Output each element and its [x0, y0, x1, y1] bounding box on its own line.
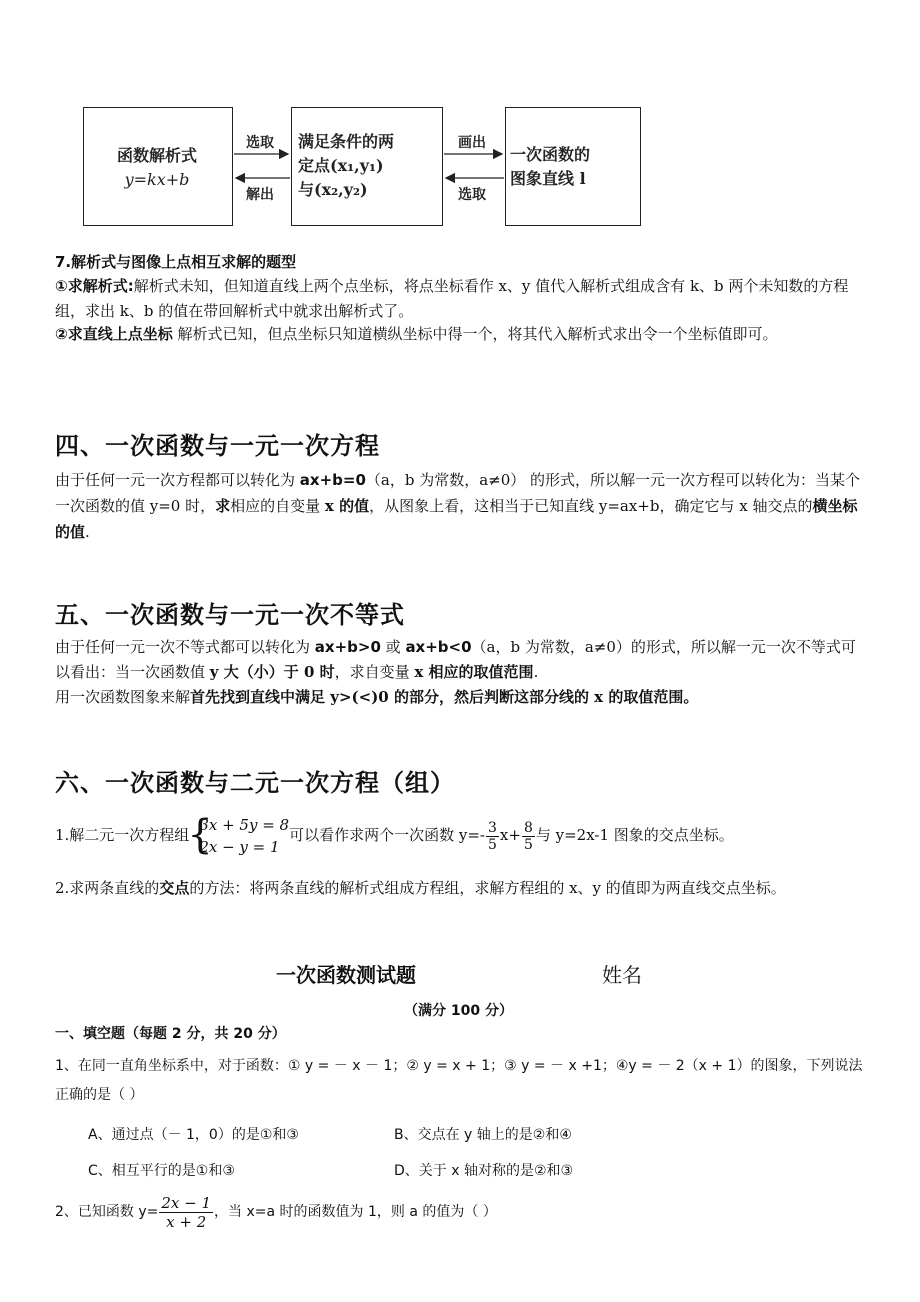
box3-line1: 一次函数的	[510, 145, 591, 164]
q1-option-a[interactable]: A、通过点（－ 1，0）的是①和③	[88, 1127, 299, 1143]
sec7-para1	[55, 274, 867, 324]
sec4-t1: 由于任何一元一次方程都可以转化为	[55, 471, 300, 489]
brace-icon: {	[187, 812, 213, 858]
arrow-label-select-1: 选取	[246, 135, 274, 151]
f1-num: 3	[487, 819, 497, 836]
sec5-t2: 或	[380, 638, 406, 656]
sec5-para	[55, 635, 867, 710]
q2-den: x + 2	[166, 1212, 207, 1231]
q1-option-d[interactable]: D、关于 x 轴对称的是②和③	[394, 1163, 574, 1179]
sec7-p1-text: 解析式未知，但知道直线上两个点坐标，将点坐标看作 x、y 值代入解析式组成含有 k、b 两个未知数的方程组，求出 k、b 的值在带回解析式中就求出解析式了。	[55, 277, 849, 320]
sec4-t2: （a，b 为常数，a≠0） 的形式，所以解一元一次方程可以转化为：当某个一次函数的值 y=0 时，	[55, 471, 861, 515]
sec4-b1: ax+b=0	[299, 471, 366, 489]
sec5-t4: ，求自变量	[334, 663, 415, 681]
diagram-arrows	[0, 0, 920, 240]
sec6-item1-x: x+	[499, 826, 521, 844]
sec6-item2-bold: 交点	[159, 879, 190, 897]
sec7-p2-text: 解析式已知，但点坐标只知道横纵坐标中得一个，将其代入解析式求出令一个坐标值即可。	[177, 325, 778, 343]
box3-line2: 图象直线 l	[510, 169, 586, 188]
question-1: 1、在同一直角坐标系中，对于函数：① y = － x － 1；② y = x + 1；③ y = － x +1；④y = － 2（x + 1）的图象，下列说法正确的是（ ）	[55, 1058, 863, 1103]
eq2: 2x − y = 1	[199, 838, 280, 856]
sec4-para	[55, 467, 867, 545]
f2-num: 8	[523, 819, 533, 836]
sec7-p1-label: ①求解析式:	[55, 277, 134, 295]
arrow-label-solve: 解出	[246, 187, 274, 203]
sec4-t5: .	[85, 523, 90, 541]
sec4-t4: ，从图象上看，这相当于已知直线 y=ax+b，确定它与 x 轴交点的	[369, 497, 813, 515]
full-score: （满分 100 分）	[404, 1003, 513, 1019]
q2-num: 2x − 1	[161, 1193, 212, 1212]
sec4-b4: 横坐标的值	[55, 497, 858, 541]
arrow-label-draw: 画出	[458, 135, 486, 151]
sec7-para2	[55, 322, 867, 347]
sec6-item2	[55, 876, 867, 901]
f2-den: 5	[523, 836, 533, 853]
sec5-heading: 五、一次函数与一元一次不等式	[55, 601, 405, 629]
fraction-8-5	[522, 820, 535, 853]
q1-option-c[interactable]: C、相互平行的是①和③	[88, 1163, 235, 1179]
box2-line3: 与(x₂,y₂)	[298, 180, 368, 199]
sec6-heading: 六、一次函数与二元一次方程（组）	[55, 769, 455, 797]
sec5-b2: ax+b<0	[405, 638, 472, 656]
box2-line1: 满足条件的两	[298, 132, 395, 151]
sec7-p2-label: ②求直线上点坐标	[55, 325, 173, 343]
q1-option-b[interactable]: B、交点在 y 轴上的是②和④	[394, 1127, 572, 1143]
arrow-label-select-2: 选取	[458, 187, 486, 203]
sec6-item1-mid: 可以看作求两个一次函数 y=-	[289, 826, 485, 844]
sec6-item1-pre: 1.解二元一次方程组	[55, 826, 190, 844]
q2-post: ，当 x=a 时的函数值为 1，则 a 的值为（ ）	[214, 1204, 497, 1220]
question-2	[55, 1192, 497, 1232]
sec5-t3: （a，b 为常数，a≠0）的形式，所以解一元一次不等式可以看出：当一次函数值	[55, 638, 856, 681]
box1-line2: y=kx+b	[124, 170, 190, 189]
q2-pre: 2、已知函数 y=	[55, 1204, 159, 1220]
fraction-3-5	[486, 820, 499, 853]
q2-fraction	[159, 1194, 213, 1231]
box1-line1: 函数解析式	[116, 146, 197, 165]
part1-heading: 一、填空题（每题 2 分，共 20 分）	[55, 1026, 286, 1042]
sec4-b2: 求	[215, 497, 231, 515]
sec5-t1: 由于任何一元一次不等式都可以转化为	[55, 638, 315, 656]
sec5-b1: ax+b>0	[314, 638, 381, 656]
sec4-heading: 四、一次函数与一元一次方程	[55, 432, 380, 460]
sec5-b4: x 相应的取值范围	[414, 663, 534, 681]
equation-system	[189, 814, 289, 858]
f1-den: 5	[487, 836, 497, 853]
box2-line2: 定点(x₁,y₁)	[298, 156, 384, 175]
sec6-item1	[55, 810, 867, 862]
sec4-b3: x 的值	[324, 497, 370, 515]
name-label: 姓名	[602, 963, 642, 987]
sec7-title: 7.解析式与图像上点相互求解的题型	[55, 253, 297, 271]
eq1: 3x + 5y = 8	[199, 816, 290, 834]
sec5-b6: 首先找到直线中满足 y>(<)0 的部分，然后判断这部分线的 x 的取值范围。	[190, 688, 699, 706]
sec5-b3: y 大（小）于 0 时	[209, 663, 335, 681]
sec6-item2-pre: 2.求两条直线的	[55, 879, 160, 897]
sec5-t5: .	[533, 663, 539, 681]
sec6-item2-text: 的方法：将两条直线的解析式组成方程组，求解方程组的 x、y 的值即为两直线交点坐标。	[189, 879, 786, 897]
sec4-t3: 相应的自变量	[230, 497, 325, 515]
sec5-t6: 用一次函数图象来解	[55, 688, 191, 706]
test-title: 一次函数测试题	[276, 963, 416, 987]
sec6-item1-post: 与 y=2x-1 图象的交点坐标。	[535, 826, 734, 844]
